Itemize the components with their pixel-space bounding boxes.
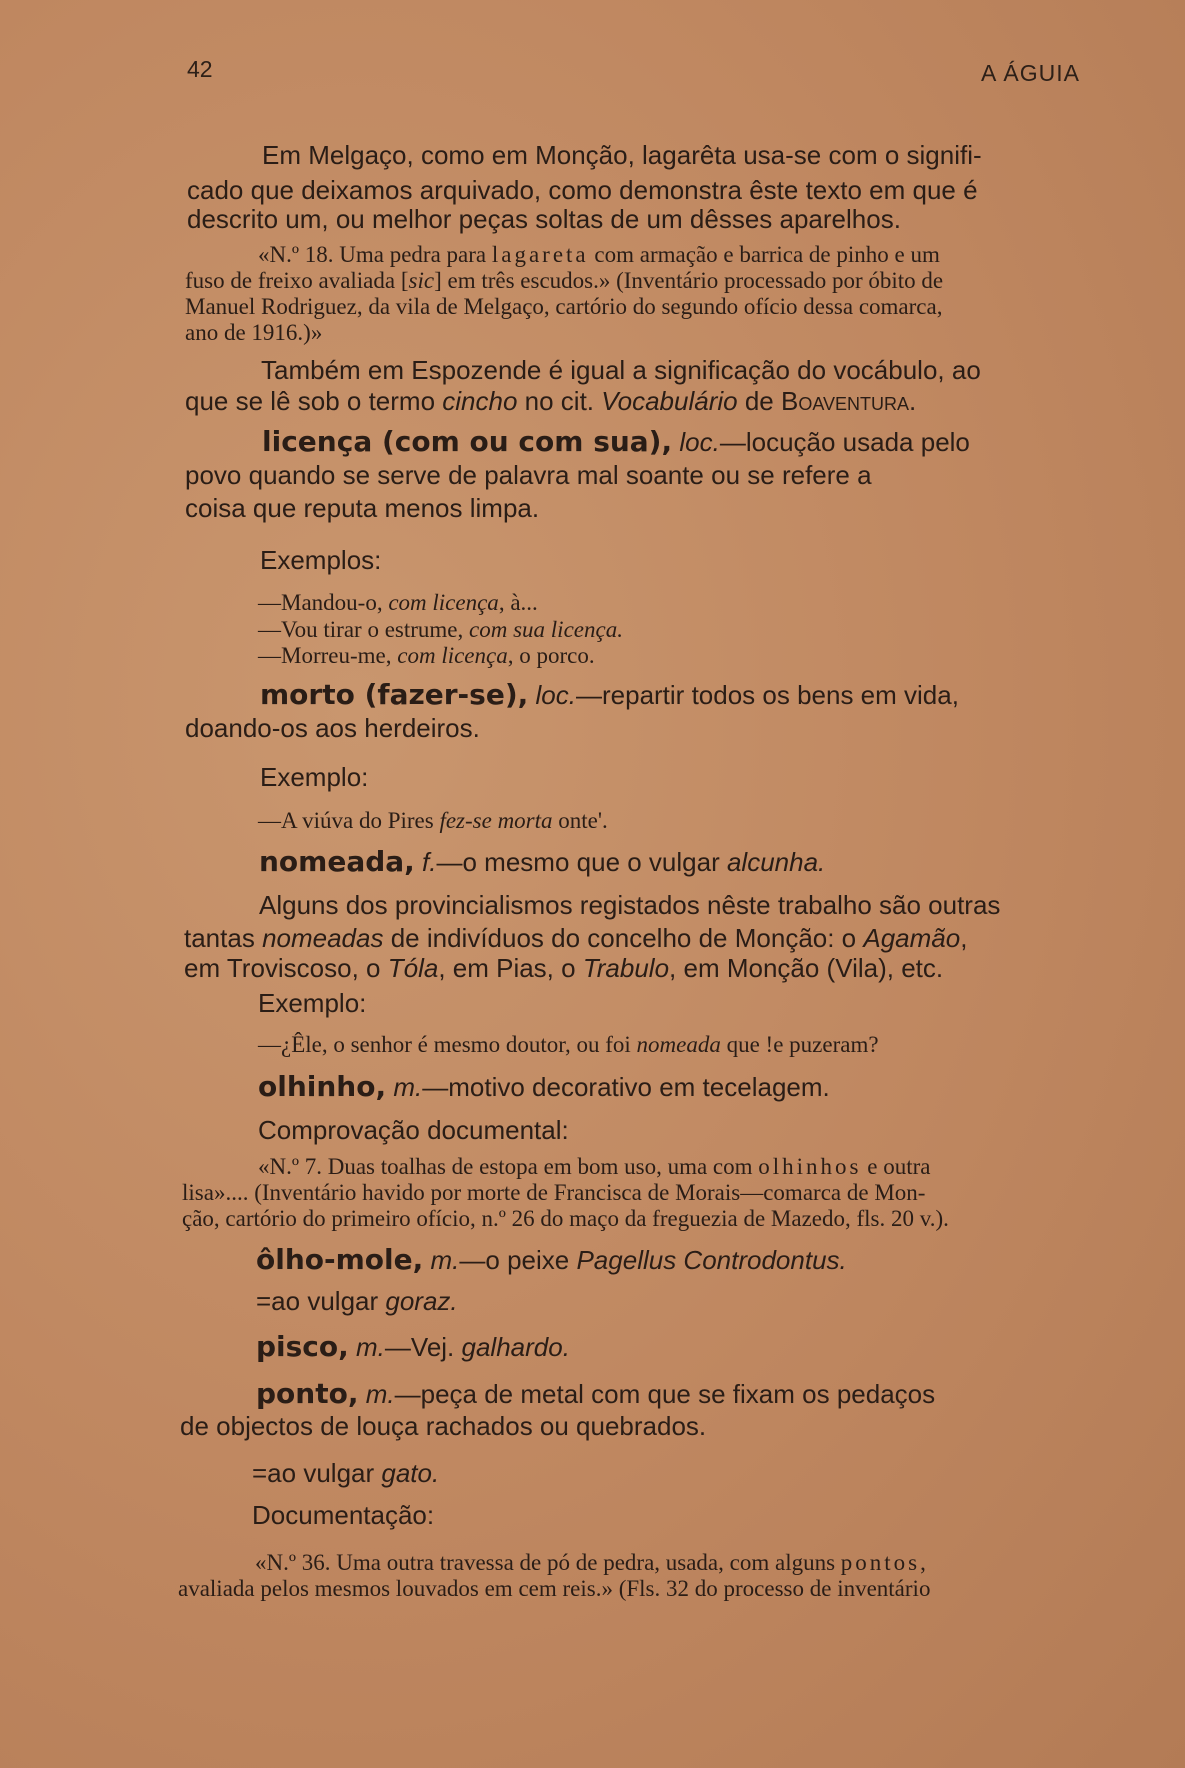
- text-line: [185, 320, 322, 346]
- text-run: lisa».... (Inventário havido por morte de Francisca de Morais—comarca de Mon-: [182, 1180, 926, 1205]
- text-run: olhinhos: [758, 1154, 862, 1179]
- text-run: m.: [430, 1245, 460, 1275]
- text-run: ano de 1916.)»: [185, 320, 323, 345]
- text-run: coisa que reputa menos limpa.: [185, 493, 540, 523]
- text-line: [185, 493, 539, 524]
- text-line: [187, 175, 978, 206]
- text-line: [258, 590, 538, 616]
- text-run: que !e puzeram?: [720, 1032, 879, 1057]
- text-run: avaliada pelos mesmos louvados em cem reis.» (Fls. 32 do processo de inventário: [178, 1576, 931, 1601]
- text-run: com licença: [388, 590, 499, 615]
- text-run: m.: [393, 1072, 423, 1102]
- text-line: [258, 808, 608, 834]
- text-run: —A viúva do Pires: [258, 808, 440, 833]
- text-line: [187, 204, 901, 235]
- text-run: Vocabulário: [601, 386, 738, 416]
- text-run: onte'.: [552, 808, 608, 833]
- headword: pisco,: [256, 1330, 349, 1363]
- text-line: [260, 678, 959, 711]
- text-line: [259, 890, 1000, 921]
- text-line: [260, 545, 381, 576]
- text-line: [185, 294, 942, 320]
- text-run: fuso de freixo avaliada [: [185, 268, 409, 293]
- text-run: Exemplos:: [260, 545, 382, 575]
- text-run: —Mandou-o,: [258, 590, 389, 615]
- headword: ôlho-mole,: [256, 1243, 424, 1276]
- text-run: sic: [408, 268, 435, 293]
- headword: nomeada,: [259, 845, 415, 878]
- text-line: [185, 268, 943, 294]
- text-run: Pagellus Controdontus.: [576, 1245, 847, 1275]
- text-run: .: [909, 386, 917, 416]
- text-run: —¿Êle, o senhor é mesmo doutor, ou foi: [258, 1032, 637, 1057]
- text-run: [415, 847, 422, 877]
- text-run: e outra: [861, 1154, 931, 1179]
- text-run: f.: [422, 847, 437, 877]
- text-run: —Vou tirar o estrume,: [258, 617, 470, 642]
- text-run: de: [737, 386, 781, 416]
- text-run: ,: [920, 1550, 926, 1575]
- text-run: com armação e barrica de pinho e um: [588, 242, 940, 267]
- text-run: «N.º 36. Uma outra travessa de pó de pedra, usada, com alguns: [255, 1550, 841, 1575]
- text-line: [261, 355, 981, 386]
- text-line: [258, 617, 623, 643]
- text-run: , em Pias, o: [438, 953, 583, 983]
- text-line: [258, 1070, 830, 1103]
- text-line: [252, 1458, 439, 1489]
- text-run: , em Monção (Vila), etc.: [669, 953, 944, 983]
- text-run: =ao vulgar: [252, 1458, 382, 1488]
- text-run: [423, 1245, 430, 1275]
- text-run: loc.: [535, 680, 576, 710]
- text-line: [258, 1154, 930, 1180]
- page-number: 42: [187, 56, 213, 82]
- text-run: Manuel Rodriguez, da vila de Melgaço, cartório do segundo ofício dessa comarca,: [185, 294, 943, 319]
- text-line: [255, 1550, 926, 1576]
- text-run: goraz.: [385, 1286, 458, 1316]
- text-run: —Morreu-me,: [258, 643, 398, 668]
- text-run: Comprovação documental:: [258, 1115, 569, 1145]
- text-run: Exemplo:: [260, 762, 369, 792]
- text-line: [260, 762, 368, 793]
- text-run: Exemplo:: [258, 988, 367, 1018]
- text-run: Tóla: [387, 953, 439, 983]
- text-line: [184, 923, 967, 954]
- text-run: em Troviscoso, o: [184, 953, 388, 983]
- text-line: [256, 1377, 935, 1410]
- text-run: doando-os aos herdeiros.: [185, 713, 480, 743]
- text-run: nomeadas: [262, 923, 384, 953]
- text-line: [256, 1286, 458, 1317]
- text-line: [182, 1180, 925, 1206]
- text-run: tantas: [184, 923, 263, 953]
- running-title: A ÁGUIA: [980, 60, 1080, 86]
- text-run: [349, 1332, 356, 1362]
- text-run: loc.: [679, 427, 720, 457]
- text-run: no cit.: [517, 386, 602, 416]
- text-run: descrito um, ou melhor peças soltas de um dêsses aparelhos.: [187, 204, 901, 234]
- text-line: [185, 460, 872, 491]
- text-run: nomeada: [636, 1032, 721, 1057]
- text-line: [252, 1500, 434, 1531]
- text-line: [182, 1206, 949, 1232]
- text-line: [256, 1330, 570, 1363]
- headword: ponto,: [256, 1377, 359, 1410]
- text-run: —o peixe: [459, 1245, 577, 1275]
- text-run: cincho: [442, 386, 518, 416]
- text-run: =ao vulgar: [256, 1286, 386, 1316]
- text-run: gato.: [381, 1458, 440, 1488]
- text-line: [258, 643, 595, 669]
- text-run: «N.º 7. Duas toalhas de estopa em bom uso, uma com: [258, 1154, 759, 1179]
- text-run: Trabulo: [582, 953, 670, 983]
- text-run: lagareta: [491, 242, 589, 267]
- page-header: [185, 56, 1080, 96]
- text-line: [262, 140, 982, 171]
- text-run: cado que deixamos arquivado, como demonstra êste texto em que é: [187, 175, 978, 205]
- text-run: com licença: [397, 643, 508, 668]
- text-run: de objectos de louça rachados ou quebrados.: [180, 1411, 707, 1441]
- text-run: que se lê sob o termo: [185, 386, 443, 416]
- text-run: Alguns dos provincialismos registados nêste trabalho são outras: [259, 890, 1001, 920]
- text-run: ,: [960, 923, 968, 953]
- text-run: —repartir todos os bens em vida,: [575, 680, 959, 710]
- headword: olhinho,: [258, 1070, 387, 1103]
- text-line: [262, 425, 970, 458]
- text-run: Agamão: [863, 923, 961, 953]
- text-run: —peça de metal com que se fixam os pedaços: [394, 1379, 936, 1409]
- text-line: [178, 1576, 930, 1602]
- text-run: de indivíduos do concelho de Monção: o: [383, 923, 864, 953]
- text-line: [185, 386, 916, 417]
- text-run: ] em três escudos.» (Inventário processado por óbito de: [434, 268, 944, 293]
- text-run: Documentação:: [252, 1500, 435, 1530]
- text-line: [258, 242, 940, 268]
- text-run: m.: [356, 1332, 385, 1362]
- text-run: ção, cartório do primeiro ofício, n.º 26 do maço da freguezia de Mazedo, fls. 20 v.).: [182, 1206, 949, 1231]
- headword: morto (fazer-se),: [260, 678, 529, 711]
- text-line: [180, 1411, 706, 1442]
- text-line: [259, 845, 825, 878]
- text-run: fez-se morta: [439, 808, 553, 833]
- text-run: [528, 680, 535, 710]
- text-run: m.: [365, 1379, 395, 1409]
- text-run: com sua licença.: [469, 617, 623, 642]
- text-run: —locução usada pelo: [719, 427, 970, 457]
- text-run: «N.º 18. Uma pedra para: [258, 242, 492, 267]
- headword: licença (com ou com sua),: [262, 425, 673, 458]
- text-run: pontos: [840, 1550, 921, 1575]
- text-run: [358, 1379, 365, 1409]
- text-run: , à...: [498, 590, 538, 615]
- text-line: [258, 1032, 879, 1058]
- text-run: alcunha.: [726, 847, 826, 877]
- text-run: , o porco.: [507, 643, 595, 668]
- text-line: [258, 1115, 569, 1146]
- text-run: povo quando se serve de palavra mal soante ou se refere a: [185, 460, 872, 490]
- text-line: [256, 1243, 847, 1276]
- text-run: galhardo.: [461, 1332, 570, 1362]
- text-run: Boaventura: [780, 386, 910, 416]
- text-run: —motivo decorativo em tecelagem.: [422, 1072, 830, 1102]
- text-run: Também em Espozende é igual a significação do vocábulo, ao: [261, 355, 981, 385]
- text-run: Em Melgaço, como em Monção, lagarêta usa-se com o signifi-: [262, 140, 982, 170]
- text-run: —o mesmo que o vulgar: [436, 847, 727, 877]
- text-run: —Vej.: [384, 1332, 462, 1362]
- text-line: [184, 953, 943, 984]
- text-line: [258, 988, 366, 1019]
- text-line: [185, 713, 480, 744]
